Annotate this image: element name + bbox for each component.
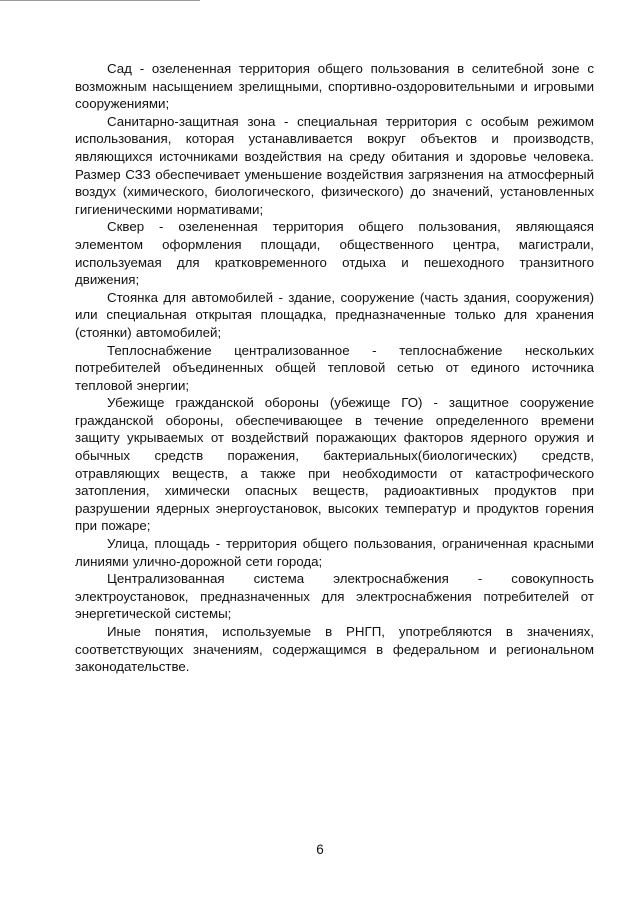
definition-street-square: Улица, площадь - территория общего пользования, ограниченная красными линиями улично-дорожной сети города; bbox=[75, 536, 594, 569]
definition-sad: Сад - озелененная территория общего пользования в селитебной зоне с возможным насыщением зрелищными, спортивно-оздоровительными и игровыми сооружениями; bbox=[75, 61, 594, 112]
definition-skver: Сквер - озелененная территория общего пользования, являющаяся элементом оформления площади, общественного центра, магистрали, используемая для кратковременного отдыха и пешеходного транзитного движения; bbox=[75, 219, 594, 288]
definition-parking: Стоянка для автомобилей - здание, сооружение (часть здания, сооружения) или специальная открытая площадка, предназначенные только для хранения (стоянки) автомобилей; bbox=[75, 289, 594, 340]
definition-sanitary-zone: Санитарно-защитная зона - специальная территория с особым режимом использования, которая устанавливается вокруг объектов и производств, являющихся источниками воздействия на среду обитания и здоровье человека. Размер СЗЗ обеспечивает уменьшение воздействия загрязнения на атмосферный воздух (химического, биологического, физического) до значений, установленных гигиеническими нормативами; bbox=[75, 113, 594, 217]
definition-civil-defense-shelter: Убежище гражданской обороны (убежище ГО) - защитное сооружение гражданской обороны, обеспечивающее в течение определенного времени защиту укрываемых от воздействий поражающих факторов ядерного оружия и обычных средств поражения, бактериальных(биологических) средств, отравляющих веществ, а также при необходимости от катастрофического затопления, химически опасных веществ, радиоактивных продуктов при разрушении ядерных энергоустановок, высоких температур и продуктов горения при пожаре; bbox=[75, 395, 594, 534]
definition-power-system: Централизованная система электроснабжения - совокупность электроустановок, предназначенных для электроснабжения потребителей от энергетической системы; bbox=[75, 571, 594, 622]
definition-heat-supply: Теплоснабжение централизованное - теплоснабжение нескольких потребителей объединенных общей тепловой сетью от единого источника тепловой энергии; bbox=[75, 342, 594, 393]
page-number: 6 bbox=[316, 842, 324, 857]
document-body bbox=[75, 60, 594, 676]
definition-other-terms: Иные понятия, используемые в РНГП, употребляются в значениях, соответствующих значениям, содержащимся в федеральном и региональном законодательстве. bbox=[75, 624, 594, 675]
scan-edge-line bbox=[0, 0, 200, 1]
